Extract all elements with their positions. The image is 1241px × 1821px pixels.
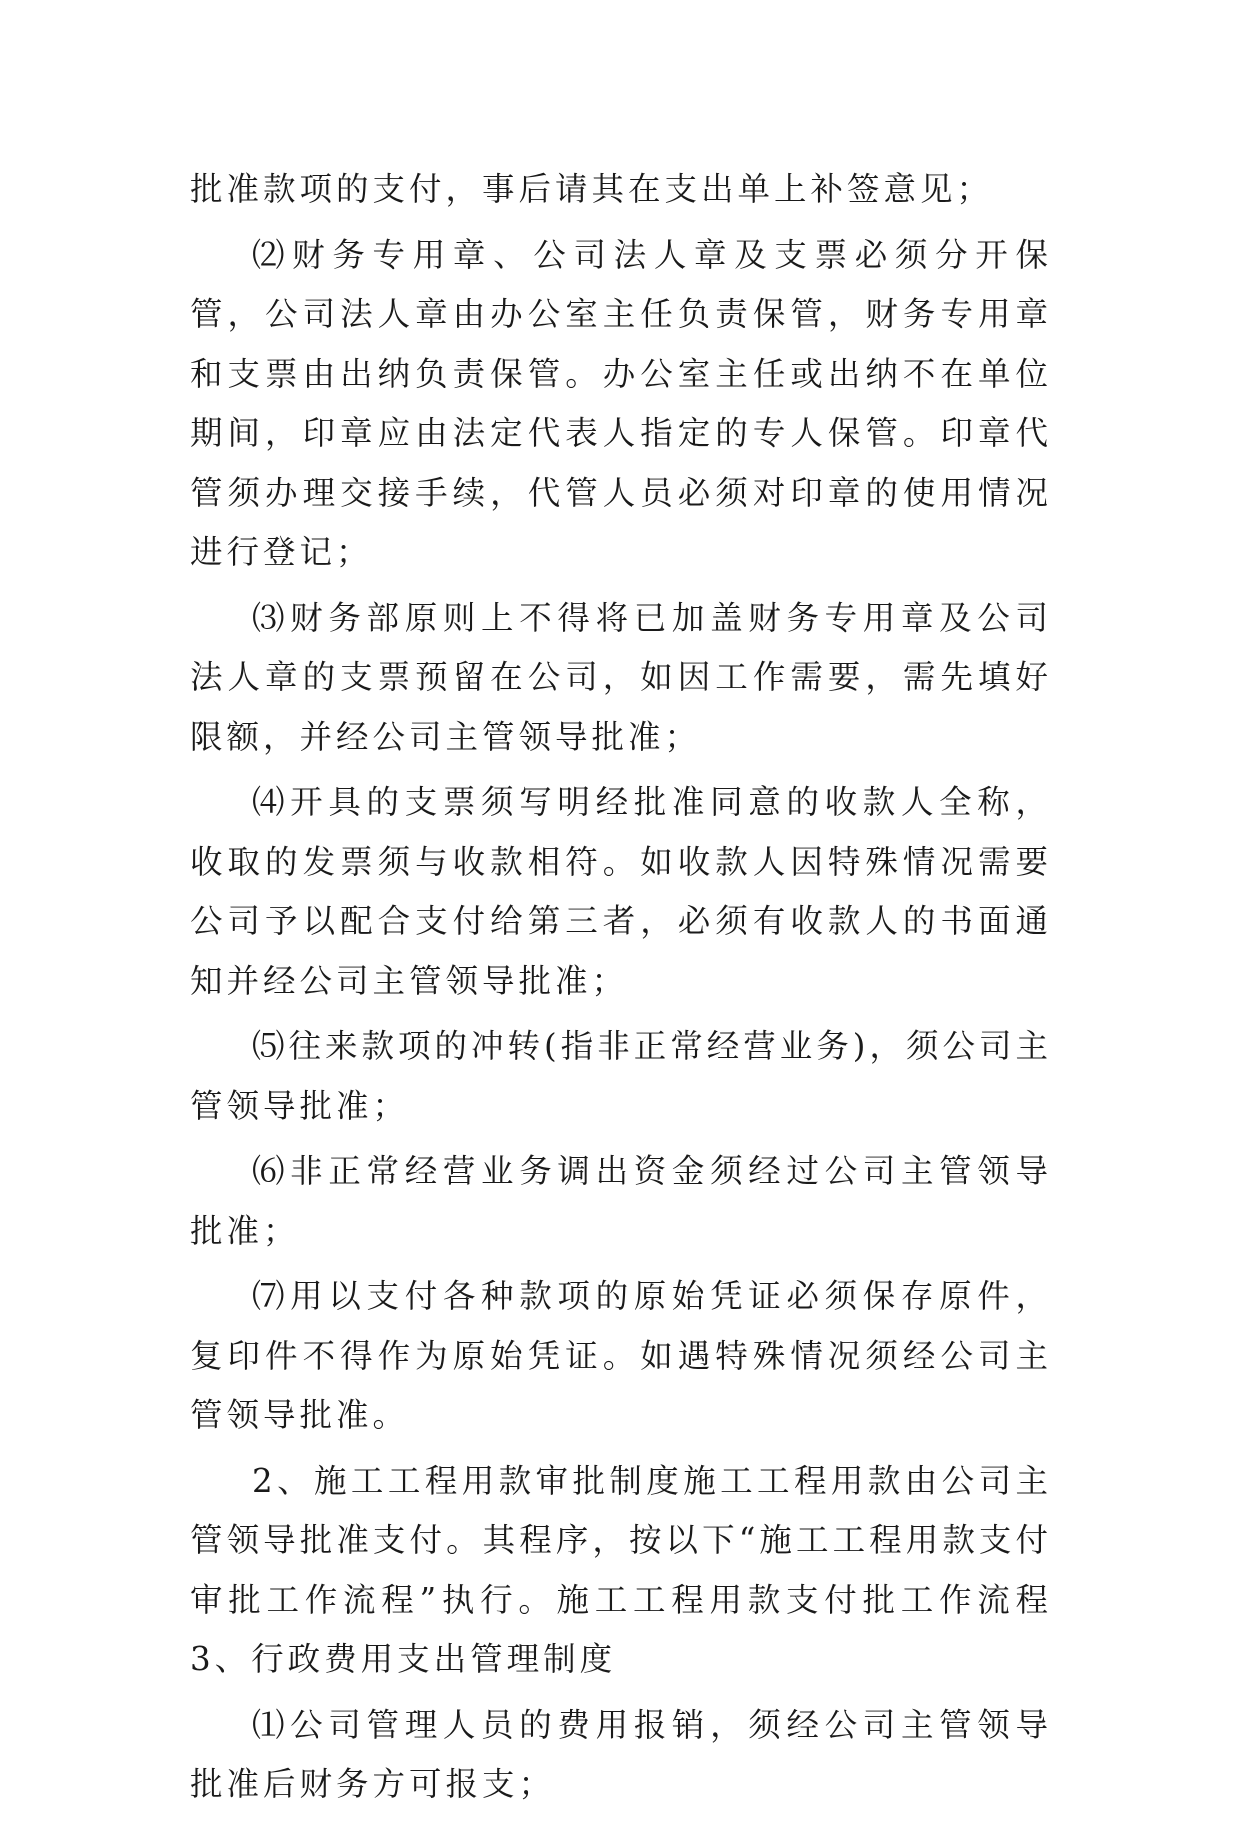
paragraph-section-3-item-1: ⑴公司管理人员的费用报销，须经公司主管领导批准后财务方可报支；: [190, 1705, 1052, 1803]
paragraph-section-2: 2、施工工程用款审批制度施工工程用款由公司主管领导批准支付。其程序，按以下“施工工程用款支付审批工作流程”执行。施工工程用款支付批工作流程 3、行政费用支出管理制度: [190, 1461, 1052, 1678]
paragraph-continuation: 批准款项的支付，事后请其在支出单上补签意见；: [190, 170, 994, 208]
paragraph-item-7: ⑺用以支付各种款项的原始凭证必须保存原件，复印件不得作为原始凭证。如遇特殊情况须经公司主管领导批准。: [190, 1277, 1052, 1434]
paragraph-item-4: ⑷开具的支票须写明经批准同意的收款人全称，收取的发票须与收款相符。如收款人因特殊情况需要公司予以配合支付给第三者，必须有收款人的书面通知并经公司主管领导批准；: [190, 783, 1052, 1000]
paragraph-item-2: ⑵财务专用章、公司法人章及支票必须分开保管，公司法人章由办公室主任负责保管，财务专用章和支票由出纳负责保管。办公室主任或出纳不在单位期间，印章应由法定代表人指定的专人保管。印章代管须办理交接手续，代管人员必须对印章的使用情况进行登记；: [190, 235, 1052, 571]
paragraph-item-5: ⑸往来款项的冲转(指非正常经营业务)，须公司主管领导批准；: [190, 1027, 1052, 1125]
paragraph-item-6: ⑹非正常经营业务调出资金须经过公司主管领导批准；: [190, 1152, 1052, 1250]
paragraph-item-3: ⑶财务部原则上不得将已加盖财务专用章及公司法人章的支票预留在公司，如因工作需要，需先填好限额，并经公司主管领导批准；: [190, 598, 1052, 756]
document-body: [190, 160, 1052, 1821]
